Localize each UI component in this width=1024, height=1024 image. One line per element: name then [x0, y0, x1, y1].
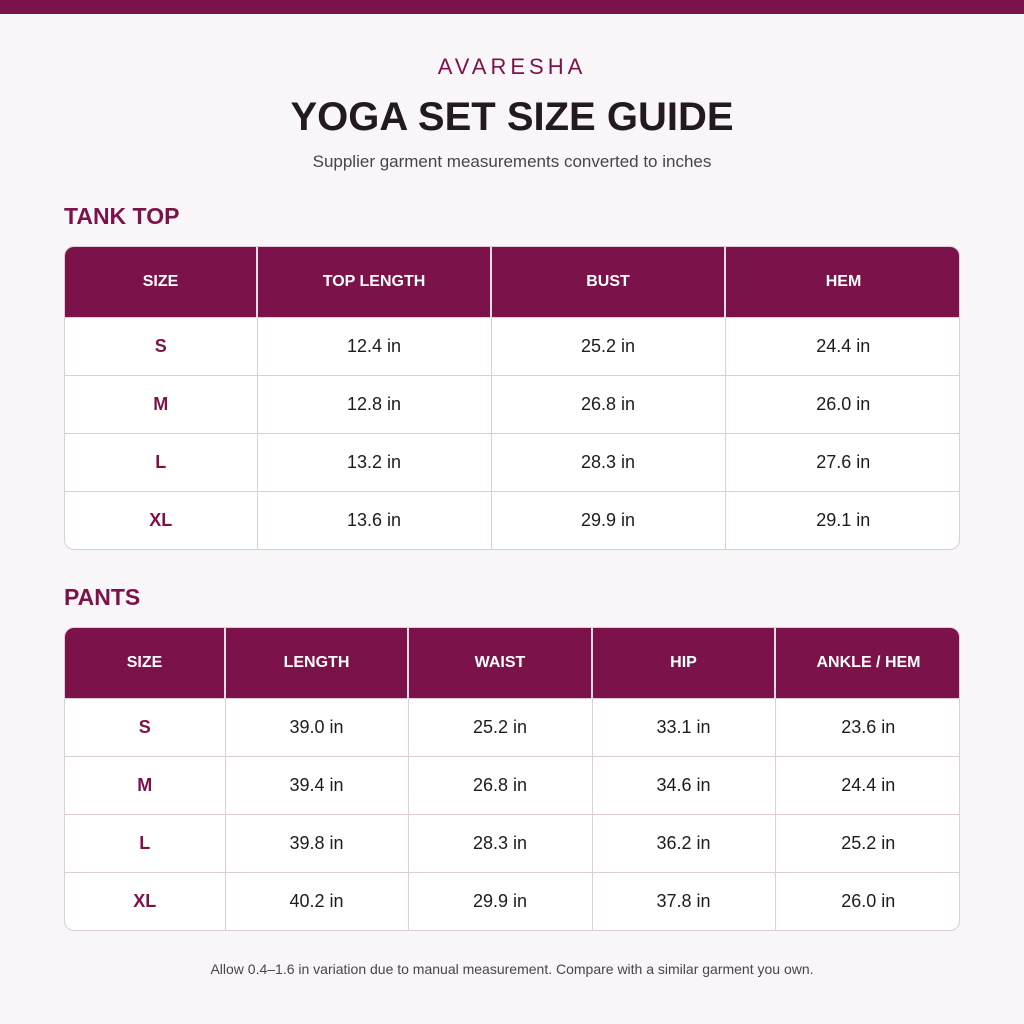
table-row	[65, 376, 960, 434]
table-header-row	[65, 628, 960, 699]
size-cell: XL	[65, 492, 257, 550]
size-cell: S	[65, 699, 225, 757]
table-cell: 25.2 in	[408, 699, 592, 757]
table-cell: 26.8 in	[408, 757, 592, 815]
table-cell: 26.0 in	[775, 873, 960, 931]
page-title: YOGA SET SIZE GUIDE	[290, 95, 734, 139]
column-header-bust: BUST	[491, 247, 725, 318]
pants-section-title: PANTS	[64, 584, 141, 610]
tank-top-section-title: TANK TOP	[64, 203, 180, 229]
size-cell: XL	[65, 873, 225, 931]
column-header-size: SIZE	[65, 628, 225, 699]
table-cell: 28.3 in	[491, 434, 725, 492]
size-cell: S	[65, 318, 257, 376]
table-row	[65, 815, 960, 873]
page-subtitle: Supplier garment measurements converted to inches	[312, 152, 712, 171]
table-cell: 39.8 in	[225, 815, 408, 873]
table-row	[65, 873, 960, 931]
size-cell: L	[65, 815, 225, 873]
footnote: Allow 0.4–1.6 in variation due to manual measurement. Compare with a similar garment you own.	[210, 961, 814, 977]
table-cell: 37.8 in	[592, 873, 775, 931]
table-cell: 28.3 in	[408, 815, 592, 873]
table-cell: 36.2 in	[592, 815, 775, 873]
table-row	[65, 434, 960, 492]
table-cell: 23.6 in	[775, 699, 960, 757]
table-cell: 12.4 in	[257, 318, 491, 376]
table-cell: 25.2 in	[491, 318, 725, 376]
table-cell: 29.9 in	[408, 873, 592, 931]
table-cell: 24.4 in	[725, 318, 960, 376]
size-cell: M	[65, 757, 225, 815]
table-cell: 12.8 in	[257, 376, 491, 434]
column-header-ankle-hem: ANKLE / HEM	[775, 628, 960, 699]
table-cell: 34.6 in	[592, 757, 775, 815]
column-header-waist: WAIST	[408, 628, 592, 699]
table-cell: 26.0 in	[725, 376, 960, 434]
table-row	[65, 318, 960, 376]
table-cell: 29.1 in	[725, 492, 960, 550]
table-row	[65, 699, 960, 757]
table-cell: 26.8 in	[491, 376, 725, 434]
pants-table	[64, 627, 960, 931]
table-cell: 39.4 in	[225, 757, 408, 815]
table-cell: 27.6 in	[725, 434, 960, 492]
brand-name: AVARESHA	[437, 54, 587, 79]
table-cell: 24.4 in	[775, 757, 960, 815]
column-header-hem: HEM	[725, 247, 960, 318]
column-header-hip: HIP	[592, 628, 775, 699]
table-cell: 13.6 in	[257, 492, 491, 550]
table-cell: 40.2 in	[225, 873, 408, 931]
table-cell: 25.2 in	[775, 815, 960, 873]
table-header-row	[65, 247, 960, 318]
size-cell: M	[65, 376, 257, 434]
table-cell: 33.1 in	[592, 699, 775, 757]
table-row	[65, 757, 960, 815]
column-header-size: SIZE	[65, 247, 257, 318]
tank-top-table	[64, 246, 960, 550]
table-cell: 39.0 in	[225, 699, 408, 757]
column-header-top-length: TOP LENGTH	[257, 247, 491, 318]
table-row	[65, 492, 960, 550]
top-accent-bar	[0, 0, 1024, 14]
size-cell: L	[65, 434, 257, 492]
column-header-length: LENGTH	[225, 628, 408, 699]
table-cell: 13.2 in	[257, 434, 491, 492]
table-cell: 29.9 in	[491, 492, 725, 550]
